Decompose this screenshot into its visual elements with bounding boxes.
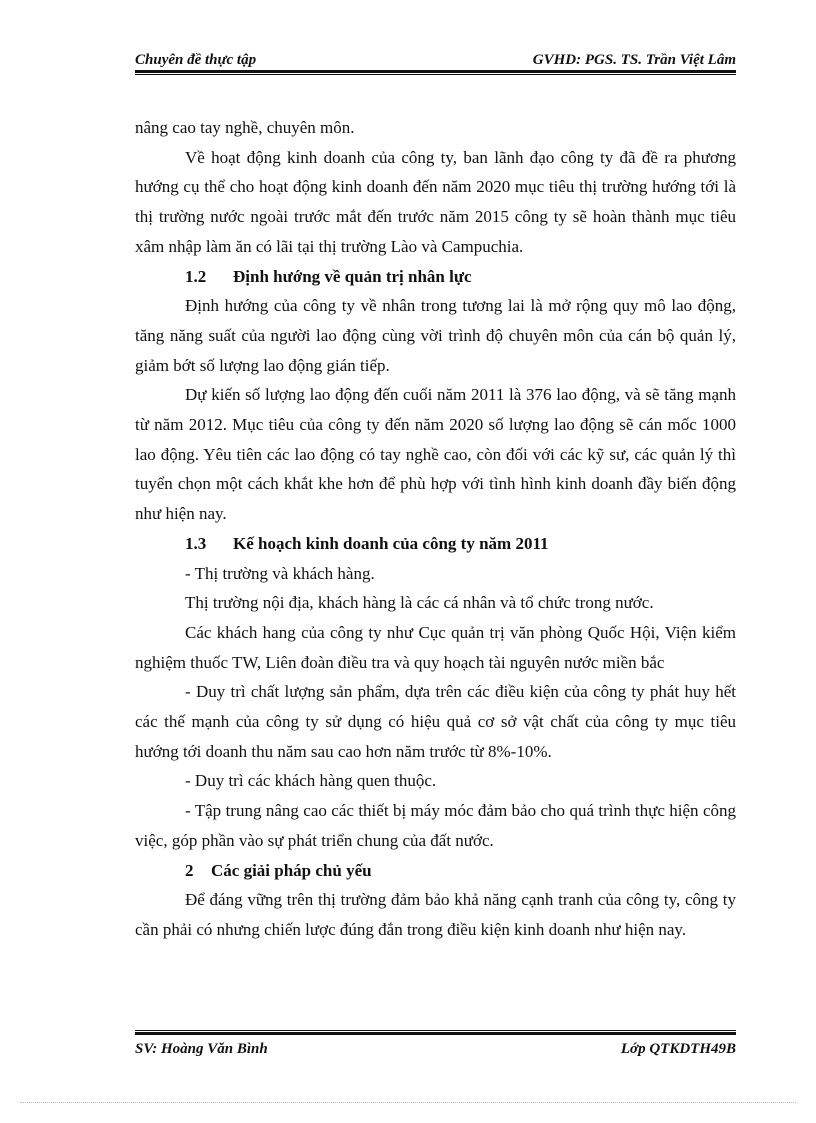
section-number: 1.3 xyxy=(185,533,207,553)
section-heading-1-2 xyxy=(135,262,736,292)
footer-student-name: SV: Hoàng Văn Bình xyxy=(135,1040,268,1057)
page-footer xyxy=(135,1038,736,1060)
header-left-title: Chuyên đề thực tập xyxy=(135,52,257,68)
header-divider xyxy=(135,70,736,75)
paragraph-2: Về hoạt động kinh doanh của công ty, ban lãnh đạo công ty đã đề ra phương hướng cụ thể cho hoạt động kinh doanh đến năm 2020 mục tiêu thị trường hướng tới là thị trường nước ngoài trước mắt đến trước năm 2015 công ty sẽ hoàn thành mục tiêu xâm nhập làm ăn có lãi tại thị trường Lào và Campuchia. xyxy=(135,147,736,256)
section-title: Các giải pháp chủ yếu xyxy=(211,860,372,880)
paragraph-9: - Duy trì các khách hàng quen thuộc. xyxy=(185,771,437,791)
section-number: 2 xyxy=(185,860,194,880)
section-title: Kế hoạch kinh doanh của công ty năm 2011 xyxy=(233,533,549,553)
paragraph-5: - Thị trường và khách hàng. xyxy=(185,563,375,583)
footer-class-code: Lớp QTKDTH49B xyxy=(620,1040,736,1057)
header-right-supervisor: GVHD: PGS. TS. Trần Việt Lâm xyxy=(532,52,736,68)
paragraph-7: Các khách hang của công ty như Cục quản trị văn phòng Quốc Hội, Viện kiểm nghiệm thuốc TW, Liên đoàn điều tra và quy hoạch tài nguyên nước miền bắc xyxy=(135,622,736,672)
paragraph-3: Định hướng của công ty về nhân trong tương lai là mở rộng quy mô lao động, tăng năng suất của người lao động cùng vời trình độ chuyên môn của cán bộ quản lý, giảm bớt số lượng lao động gián tiếp. xyxy=(135,296,736,375)
page-header xyxy=(135,47,736,69)
footer-divider xyxy=(135,1030,736,1035)
section-heading-1-3 xyxy=(135,529,736,559)
document-body xyxy=(135,113,736,945)
paragraph-6: Thị trường nội địa, khách hàng là các cá nhân và tổ chức trong nước. xyxy=(185,593,654,613)
section-heading-2 xyxy=(135,856,736,886)
section-number: 1.2 xyxy=(185,266,207,286)
paragraph-1: nâng cao tay nghề, chuyên môn. xyxy=(135,118,355,137)
paragraph-10: - Tập trung nâng cao các thiết bị máy móc đảm bảo cho quá trình thực hiện công việc, góp phần vào sự phát triển chung của đất nước. xyxy=(135,801,736,850)
section-title: Định hướng về quản trị nhân lực xyxy=(233,266,472,286)
paragraph-4: Dự kiến số lượng lao động đến cuối năm 2011 là 376 lao động, và sẽ tăng mạnh từ năm 2012. Mục tiêu của công ty đến năm 2020 số lượng lao động sẽ cán mốc 1000 lao động. Yêu tiên các lao động có tay nghề cao, còn đối với các kỹ sư, các quản lý thì tuyển chọn một cách khắt khe hơn để phù hợp với tình hình kinh doanh đầy biến động như hiện nay. xyxy=(135,385,736,524)
paragraph-8: - Duy trì chất lượng sản phẩm, dựa trên các điều kiện của công ty phát huy hết các thế mạnh của công ty sử dụng có hiệu quả cơ sở vật chất của công ty mục tiêu hướng tới doanh thu năm sau cao hơn năm trước từ 8%-10%. xyxy=(135,682,736,761)
paragraph-11: Để đáng vững trên thị trường đảm bảo khả năng cạnh tranh của công ty, công ty cần phải có nhưng chiến lược đúng đắn trong điều kiện kinh doanh như hiện nay. xyxy=(135,890,736,939)
page-bottom-dotted-line xyxy=(20,1102,796,1103)
